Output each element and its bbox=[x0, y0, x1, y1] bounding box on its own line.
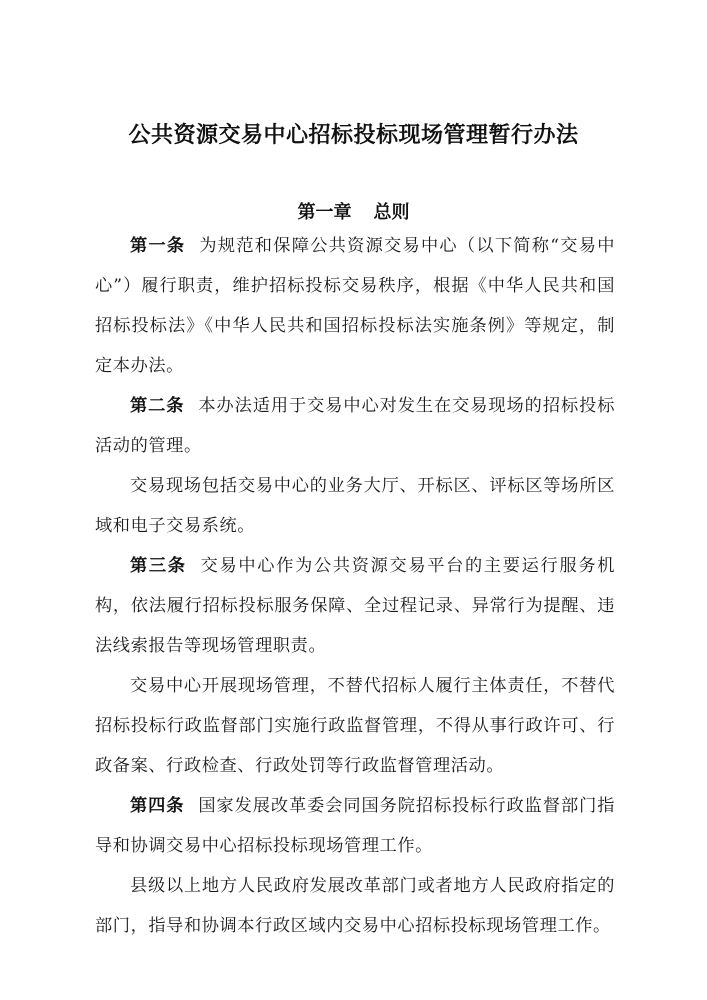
paragraph-text: 县级以上地方人民政府发展改革部门或者地方人民政府指定的部门，指导和协调本行政区域内交易中心招标投标现场管理工作。 bbox=[95, 876, 615, 936]
chapter-label: 第一章 bbox=[297, 202, 352, 223]
article-number: 第二条 bbox=[130, 396, 185, 416]
document-title: 公共资源交易中心招标投标现场管理暂行办法 bbox=[128, 123, 579, 148]
document-body bbox=[95, 226, 615, 946]
paragraph bbox=[95, 466, 615, 546]
paragraph-text: 交易中心作为公共资源交易平台的主要运行服务机构，依法履行招标投标服务保障、全过程记录、异常行为提醒、违法线索报告等现场管理职责。 bbox=[95, 556, 615, 656]
paragraph bbox=[95, 786, 615, 866]
paragraph-text: 国家发展改革委会同国务院招标投标行政监督部门指导和协调交易中心招标投标现场管理工作。 bbox=[95, 796, 615, 856]
chapter-name: 总则 bbox=[373, 202, 410, 223]
paragraph bbox=[95, 666, 615, 786]
paragraph-text: 本办法适用于交易中心对发生在交易现场的招标投标活动的管理。 bbox=[95, 396, 615, 456]
chapter-heading bbox=[0, 198, 707, 224]
paragraph bbox=[95, 226, 615, 386]
paragraph bbox=[95, 866, 615, 946]
paragraph-text: 为规范和保障公共资源交易中心（以下简称“交易中心”）履行职责，维护招标投标交易秩序，根据《中华人民共和国招标投标法》《中华人民共和国招标投标法实施条例》等规定，制定本办法。 bbox=[95, 236, 615, 376]
article-number: 第四条 bbox=[130, 796, 185, 816]
article-number: 第三条 bbox=[130, 556, 187, 576]
paragraph-text: 交易中心开展现场管理，不替代招标人履行主体责任，不替代招标投标行政监督部门实施行政监督管理，不得从事行政许可、行政备案、行政检查、行政处罚等行政监督管理活动。 bbox=[95, 676, 615, 776]
paragraph-text: 交易现场包括交易中心的业务大厅、开标区、评标区等场所区域和电子交易系统。 bbox=[95, 476, 615, 536]
paragraph bbox=[95, 386, 615, 466]
article-number: 第一条 bbox=[130, 236, 186, 256]
paragraph bbox=[95, 546, 615, 666]
